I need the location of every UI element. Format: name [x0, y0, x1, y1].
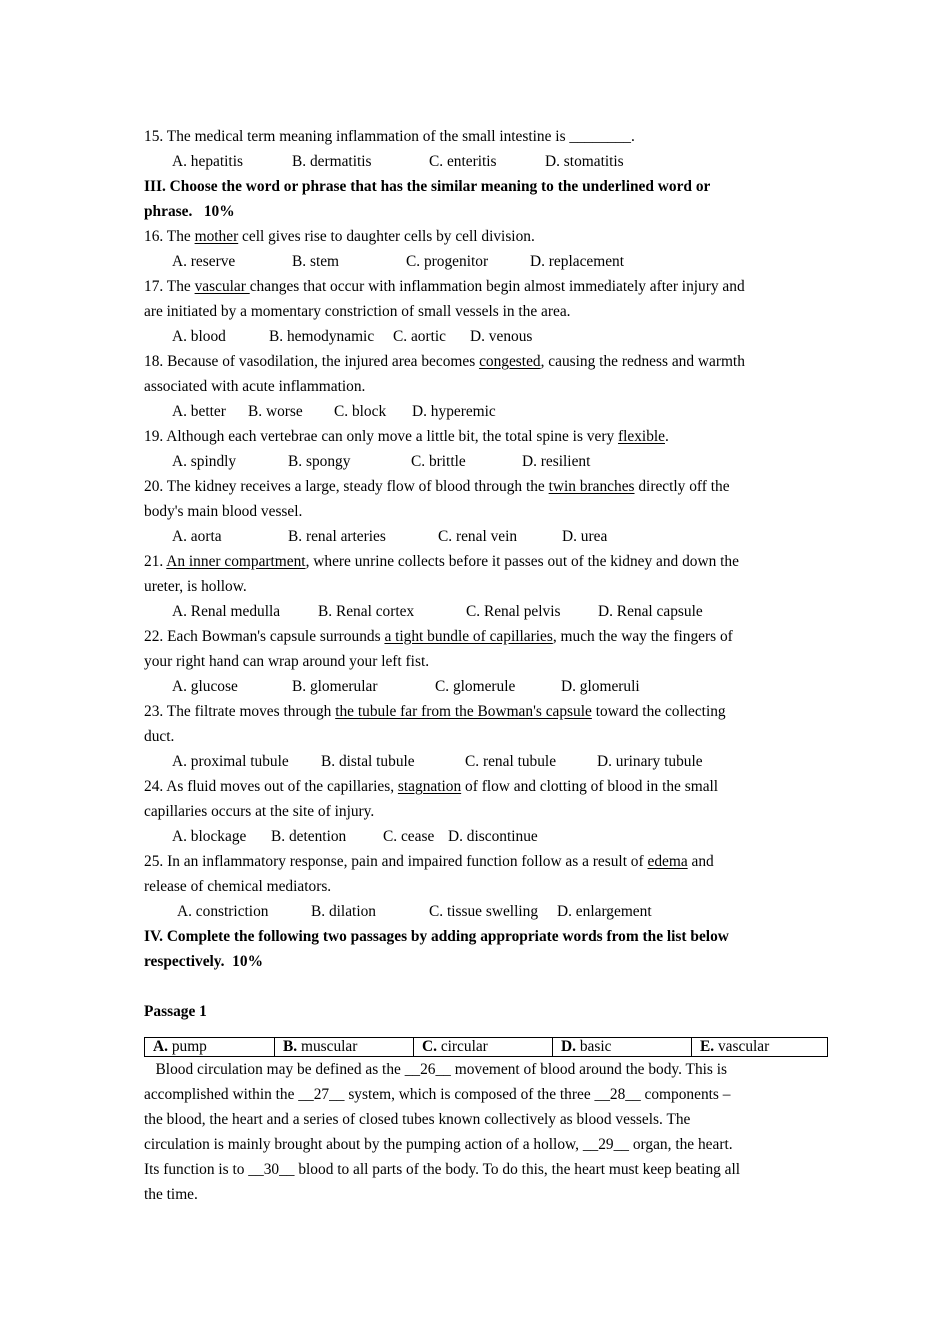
question-18-cont: associated with acute inflammation. [144, 378, 366, 395]
passage-1-title: Passage 1 [144, 1003, 207, 1020]
option-d: D. stomatitis [545, 153, 624, 170]
word-bank-cell [692, 1038, 828, 1057]
option-a: A. reserve [172, 253, 236, 270]
option-d: D. replacement [530, 253, 625, 270]
text-before: 16. The [144, 228, 195, 245]
option-d: D. hyperemic [412, 403, 496, 420]
option-b: B. Renal cortex [318, 603, 415, 620]
question-16-options [144, 249, 834, 274]
text-after: , much the way the fingers of [552, 628, 733, 645]
option-a: A. better [172, 403, 226, 420]
word-text: circular [436, 1038, 488, 1055]
passage-line: the time. [144, 1186, 198, 1203]
question-19 [144, 424, 834, 449]
passage-line: the blood, the heart and a series of closed tubes known collectively as blood vessels. The [144, 1111, 691, 1128]
underlined-word: twin branches [548, 478, 635, 495]
option-c: C. progenitor [406, 253, 489, 270]
question-17-cont: are initiated by a momentary constriction of small vessels in the area. [144, 303, 571, 320]
word-letter: A. [153, 1038, 168, 1055]
word-bank-cell [553, 1038, 692, 1057]
option-c: C. renal vein [438, 528, 518, 545]
question-22-options [144, 674, 834, 699]
text-after: of flow and clotting of blood in the small [461, 778, 719, 795]
option-a: A. glucose [172, 678, 238, 695]
option-c: C. block [334, 403, 387, 420]
option-b: B. worse [248, 403, 303, 420]
option-a: A. proximal tubule [172, 753, 289, 770]
question-21 [144, 549, 834, 574]
word-letter: C. [422, 1038, 437, 1055]
option-c: C. aortic [393, 328, 446, 345]
option-b: B. stem [292, 253, 340, 270]
question-20-cont: body's main blood vessel. [144, 503, 303, 520]
text-before: 21. [144, 553, 167, 570]
word-letter: D. [561, 1038, 576, 1055]
question-21-cont: ureter, is hollow. [144, 578, 247, 595]
text-before: 17. The [144, 278, 195, 295]
question-20-options [144, 524, 834, 549]
underlined-word: the tubule far from the Bowman's capsule [335, 703, 592, 720]
text-before: 23. The filtrate moves through [144, 703, 336, 720]
option-d: D. discontinue [448, 828, 538, 845]
underlined-word: vascular [194, 278, 250, 295]
text-before: 20. The kidney receives a large, steady flow of blood through the [144, 478, 549, 495]
option-d: D. urea [562, 528, 608, 545]
text-before: 18. Because of vasodilation, the injured area becomes [144, 353, 480, 370]
option-a: A. blockage [172, 828, 247, 845]
option-c: C. tissue swelling [429, 903, 539, 920]
question-23-options [144, 749, 834, 774]
option-b: B. dermatitis [292, 153, 372, 170]
question-19-options [144, 449, 834, 474]
option-d: D. resilient [522, 453, 591, 470]
question-21-options [144, 599, 834, 624]
passage-1-body [144, 1057, 834, 1207]
question-text: 15. The medical term meaning inflammation of the small intestine is ________. [144, 128, 635, 145]
question-18-options [144, 399, 834, 424]
word-bank-cell [145, 1038, 275, 1057]
word-text: pump [167, 1038, 207, 1055]
underlined-word: edema [647, 853, 688, 870]
option-a: A. spindly [172, 453, 237, 470]
question-25-cont: release of chemical mediators. [144, 878, 332, 895]
text-after: directly off the [634, 478, 730, 495]
option-c: C. glomerule [435, 678, 516, 695]
option-d: D. venous [470, 328, 533, 345]
option-a: A. constriction [177, 903, 269, 920]
question-24 [144, 774, 834, 799]
word-bank-cell [414, 1038, 553, 1057]
option-b: B. distal tubule [321, 753, 415, 770]
underlined-word: mother [194, 228, 239, 245]
option-a: A. blood [172, 328, 226, 345]
option-c: C. Renal pelvis [466, 603, 561, 620]
option-b: B. spongy [288, 453, 351, 470]
question-17-options [144, 324, 834, 349]
spacer [144, 974, 834, 999]
underlined-word: flexible [617, 428, 665, 445]
question-23 [144, 699, 834, 724]
underlined-word: An inner compartment [166, 553, 306, 570]
question-22 [144, 624, 834, 649]
section-3-heading-cont: phrase. 10% [144, 203, 235, 220]
text-before: 24. As fluid moves out of the capillaries, [144, 778, 398, 795]
question-16 [144, 224, 834, 249]
question-24-options [144, 824, 834, 849]
option-b: B. dilation [311, 903, 376, 920]
question-20 [144, 474, 834, 499]
passage-line: Blood circulation may be defined as the __26__ movement of blood around the body. This is [144, 1061, 728, 1078]
option-b: B. glomerular [292, 678, 378, 695]
option-c: C. brittle [411, 453, 466, 470]
option-d: D. urinary tubule [597, 753, 703, 770]
section-4-heading: IV. Complete the following two passages by adding appropriate words from the list below [144, 928, 729, 945]
option-d: D. glomeruli [561, 678, 640, 695]
option-b: B. hemodynamic [269, 328, 375, 345]
question-22-cont: your right hand can wrap around your left fist. [144, 653, 430, 670]
text-after: , where unrine collects before it passes out of the kidney and down the [305, 553, 739, 570]
word-text: vascular [714, 1038, 770, 1055]
text-before: 19. Although each vertebrae can only move a little bit, the total spine is very [144, 428, 618, 445]
text-after: and [687, 853, 714, 870]
question-15-options [144, 149, 834, 174]
question-25 [144, 849, 834, 874]
underlined-word: a tight bundle of capillaries [384, 628, 553, 645]
question-23-cont: duct. [144, 728, 175, 745]
question-25-options [144, 899, 834, 924]
text-after: , causing the redness and warmth [540, 353, 745, 370]
text-before: 22. Each Bowman's capsule surrounds [144, 628, 385, 645]
option-c: C. renal tubule [465, 753, 557, 770]
question-24-cont: capillaries occurs at the site of injury. [144, 803, 375, 820]
option-d: D. enlargement [557, 903, 652, 920]
section-4-heading-cont: respectively. 10% [144, 953, 263, 970]
option-a: A. Renal medulla [172, 603, 281, 620]
option-c: C. cease [383, 828, 435, 845]
passage-line: Its function is to __30__ blood to all parts of the body. To do this, the heart must keep beating all [144, 1161, 741, 1178]
passage-line: circulation is mainly brought about by the pumping action of a hollow, __29__ organ, the heart. [144, 1136, 733, 1153]
word-bank-cell [275, 1038, 414, 1057]
option-b: B. renal arteries [288, 528, 386, 545]
question-18 [144, 349, 834, 374]
option-a: A. aorta [172, 528, 222, 545]
option-c: C. enteritis [429, 153, 497, 170]
word-text: basic [575, 1038, 612, 1055]
text-after: cell gives rise to daughter cells by cell division. [238, 228, 535, 245]
option-a: A. hepatitis [172, 153, 243, 170]
underlined-word: stagnation [397, 778, 462, 795]
word-letter: B. [283, 1038, 298, 1055]
option-b: B. detention [271, 828, 347, 845]
word-letter: E. [700, 1038, 715, 1055]
text-before: 25. In an inflammatory response, pain and impaired function follow as a result of [144, 853, 648, 870]
text-after: changes that occur with inflammation begin almost immediately after injury and [249, 278, 745, 295]
underlined-word: congested [479, 353, 541, 370]
document-page [144, 124, 834, 1207]
section-3-heading: III. Choose the word or phrase that has the similar meaning to the underlined word or [144, 178, 711, 195]
question-15 [144, 124, 834, 149]
word-text: muscular [297, 1038, 358, 1055]
question-17 [144, 274, 834, 299]
word-bank-table [144, 1037, 828, 1057]
option-d: D. Renal capsule [598, 603, 703, 620]
word-bank-row [145, 1038, 828, 1057]
text-after: . [665, 428, 669, 445]
text-after: toward the collecting [591, 703, 726, 720]
passage-line: accomplished within the __27__ system, which is composed of the three __28__ components – [144, 1086, 731, 1103]
